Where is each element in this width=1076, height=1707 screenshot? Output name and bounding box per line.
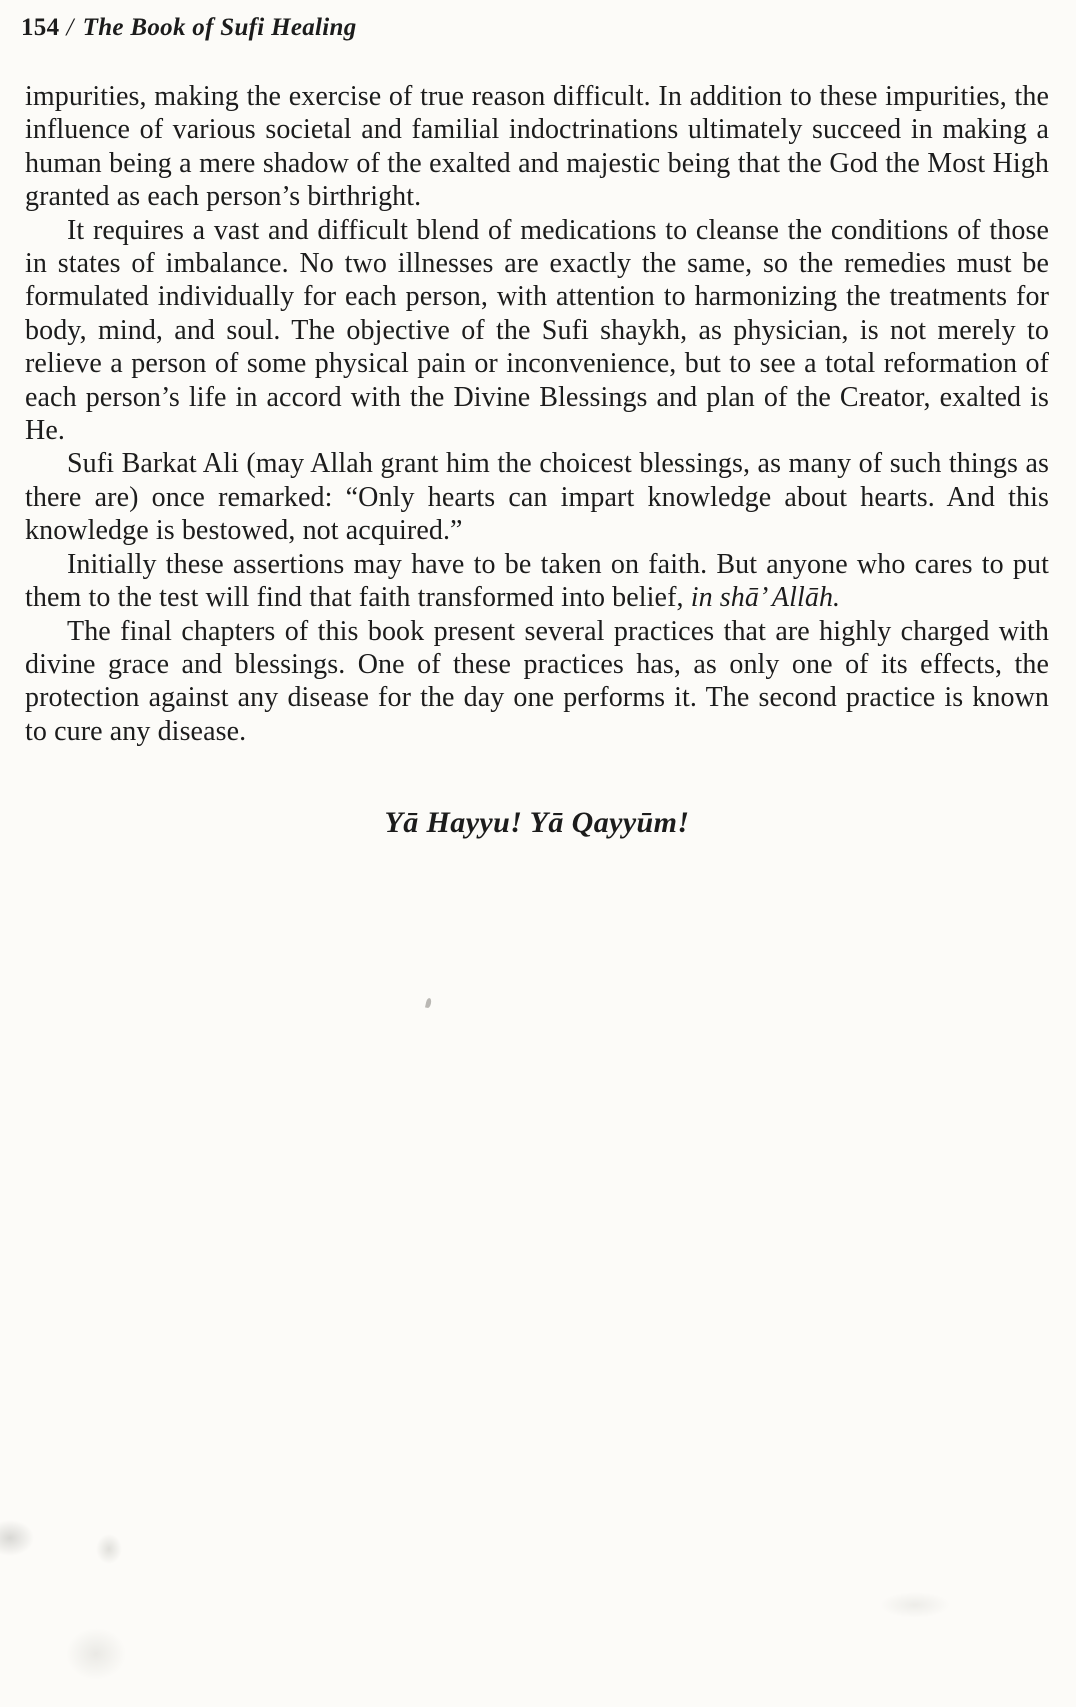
book-title: The Book of Sufi Healing <box>82 14 357 41</box>
scan-artifact <box>96 1534 122 1564</box>
body-text <box>25 80 1049 840</box>
paragraph-2 <box>25 214 1049 448</box>
page-number: 154 <box>21 14 60 41</box>
scan-artifact <box>425 998 432 1009</box>
invocation-line: Yā Hayyu! Yā Qayyūm! <box>384 806 690 840</box>
paragraph-2-text: It requires a vast and difficult blend of medications to cleanse the conditions of those in states of imbalance. No two illnesses are exactly the same, so the remedies must be formulated individually for each person, with attention to harmonizing the treatments for body, mind, and soul. The objective of the Sufi shaykh, as physician, is not merely to relieve a person of some physical pain or inconvenience, but to see a total reformation of each person’s life in accord with the Divine Blessings and plan of the Creator, exalted is He. <box>25 214 1049 447</box>
paragraph-5 <box>25 615 1049 749</box>
paragraph-1 <box>25 80 1049 214</box>
paragraph-5-text: The final chapters of this book present several practices that are highly charged with divine grace and blessings. One of these practices has, as only one of its effects, the protection against any disease for the day one performs it. The second practice is known to cure any disease. <box>25 615 1049 747</box>
scan-artifact <box>66 1628 126 1680</box>
paragraph-3 <box>25 447 1049 547</box>
scan-artifact <box>880 1592 950 1618</box>
header-separator: / <box>66 14 74 41</box>
scan-artifact <box>0 1520 34 1556</box>
paragraph-1-text: impurities, making the exercise of true reason difficult. In addition to these impurities, the influence of various societal and familial indoctrinations ultimately succeed in making a human being a mere shadow of the exalted and majestic being that the God the Most High granted as each person’s birthright. <box>25 81 1049 213</box>
paragraph-4 <box>25 548 1049 615</box>
running-header <box>21 14 357 42</box>
paragraph-4-italic-phrase: in shā’ Allāh. <box>690 582 841 614</box>
paragraph-4-text: Initially these assertions may have to be taken on faith. But anyone who cares to put them to the test will find that faith transformed into belief, <box>25 548 1049 614</box>
paragraph-3-text: Sufi Barkat Ali (may Allah grant him the choicest blessings, as many of such things as there are) once remarked: “Only hearts can impart knowledge about hearts. And this knowledge is bestowed, not acquired.” <box>25 448 1049 547</box>
